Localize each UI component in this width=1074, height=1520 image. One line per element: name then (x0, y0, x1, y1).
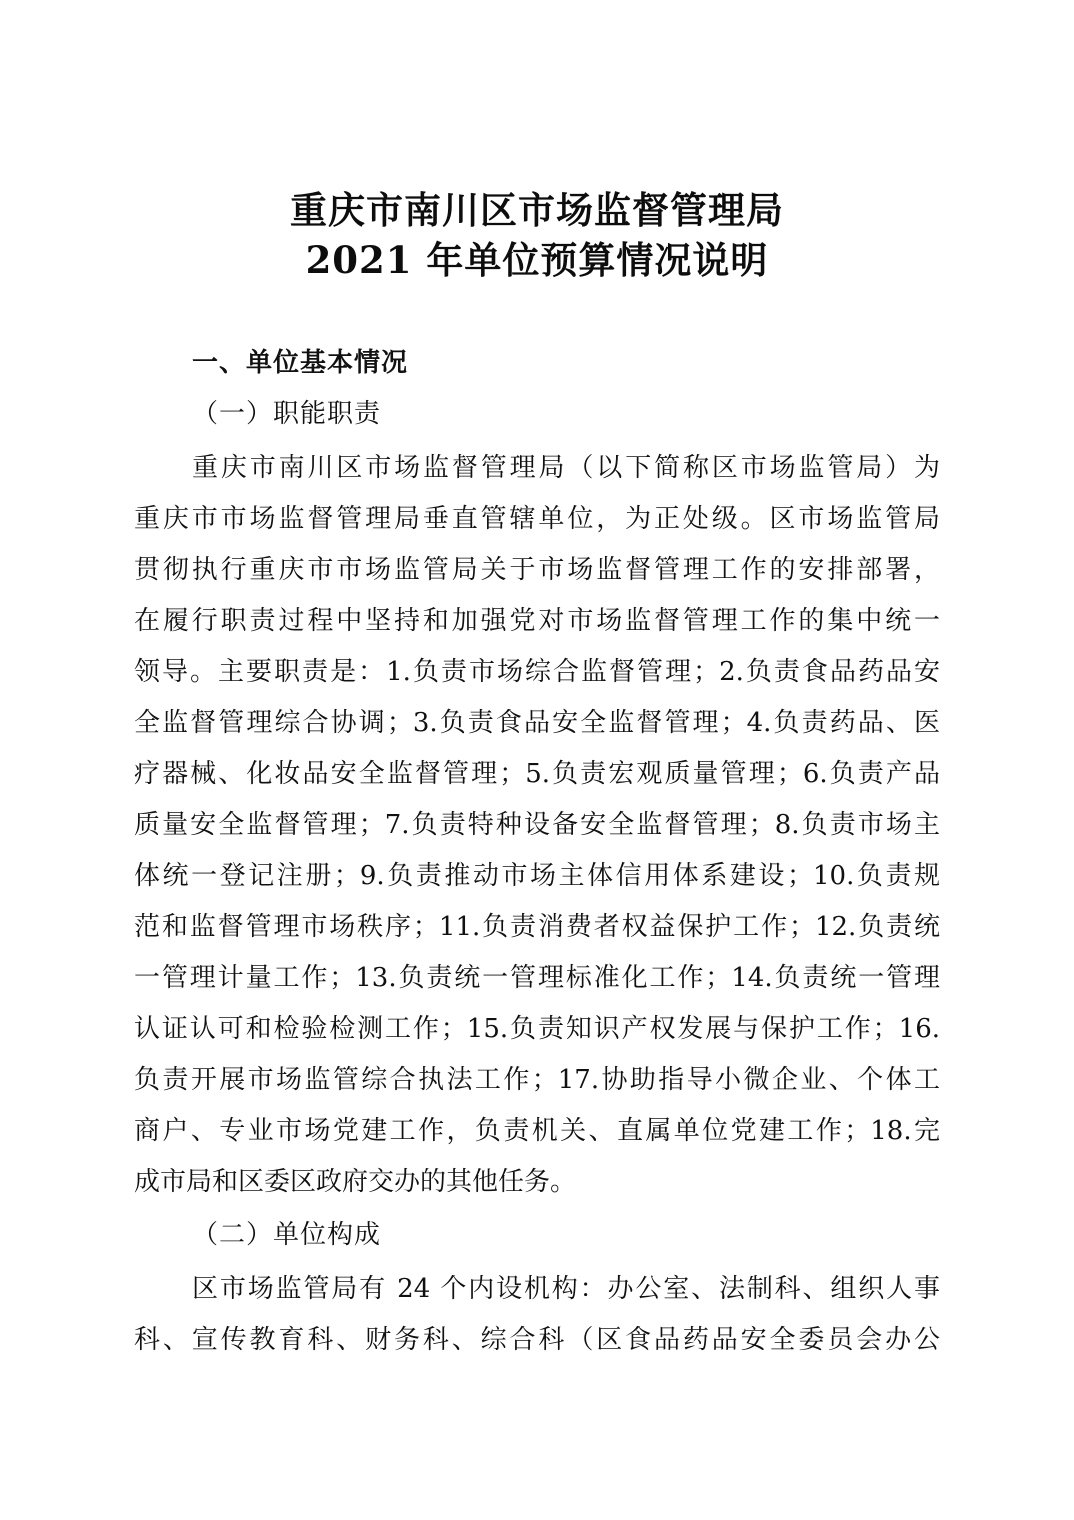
subsection-heading-functions: （一）职能职责 (192, 399, 382, 429)
subsection-heading-composition: （二）单位构成 (192, 1220, 382, 1250)
paragraph-line: 一管理计量工作；13.负责统一管理标准化工作；14.负责统一管理 (134, 963, 940, 993)
paragraph-line: 商户、专业市场党建工作，负责机关、直属单位党建工作；18.完 (134, 1116, 940, 1146)
section-heading-basic-info: 一、单位基本情况 (192, 348, 409, 378)
paragraph-line: 在履行职责过程中坚持和加强党对市场监督管理工作的集中统一 (134, 606, 940, 636)
composition-paragraph (134, 1264, 940, 1366)
paragraph-line: 科、宣传教育科、财务科、综合科（区食品药品安全委员会办公 (134, 1325, 940, 1355)
paragraph-line: 质量安全监督管理；7.负责特种设备安全监督管理；8.负责市场主 (134, 810, 940, 840)
paragraph-line: 范和监督管理市场秩序；11.负责消费者权益保护工作；12.负责统 (134, 912, 940, 942)
paragraph-line: 认证认可和检验检测工作；15.负责知识产权发展与保护工作；16. (134, 1014, 940, 1044)
paragraph-line: 重庆市市场监督管理局垂直管辖单位，为正处级。区市场监管局 (134, 504, 940, 534)
paragraph-line: 成市局和区委区政府交办的其他任务。 (134, 1167, 577, 1197)
paragraph-line: 体统一登记注册；9.负责推动市场主体信用体系建设；10.负责规 (134, 861, 940, 891)
paragraph-line: 疗器械、化妆品安全监督管理；5.负责宏观质量管理；6.负责产品 (134, 759, 940, 789)
functions-paragraph (134, 443, 940, 1208)
paragraph-line: 区市场监管局有 24 个内设机构：办公室、法制科、组织人事 (192, 1274, 940, 1304)
paragraph-line: 重庆市南川区市场监督管理局（以下简称区市场监管局）为 (192, 453, 940, 483)
paragraph-line: 领导。主要职责是：1.负责市场综合监督管理；2.负责食品药品安 (134, 657, 940, 687)
paragraph-line: 全监督管理综合协调；3.负责食品安全监督管理；4.负责药品、医 (134, 708, 940, 738)
document-title-line-2: 2021 年单位预算情况说明 (305, 238, 769, 282)
paragraph-line: 贯彻执行重庆市市场监管局关于市场监督管理工作的安排部署， (134, 555, 940, 585)
paragraph-line: 负责开展市场监管综合执法工作；17.协助指导小微企业、个体工 (134, 1065, 940, 1095)
document-title-line-1: 重庆市南川区市场监督管理局 (290, 188, 784, 232)
